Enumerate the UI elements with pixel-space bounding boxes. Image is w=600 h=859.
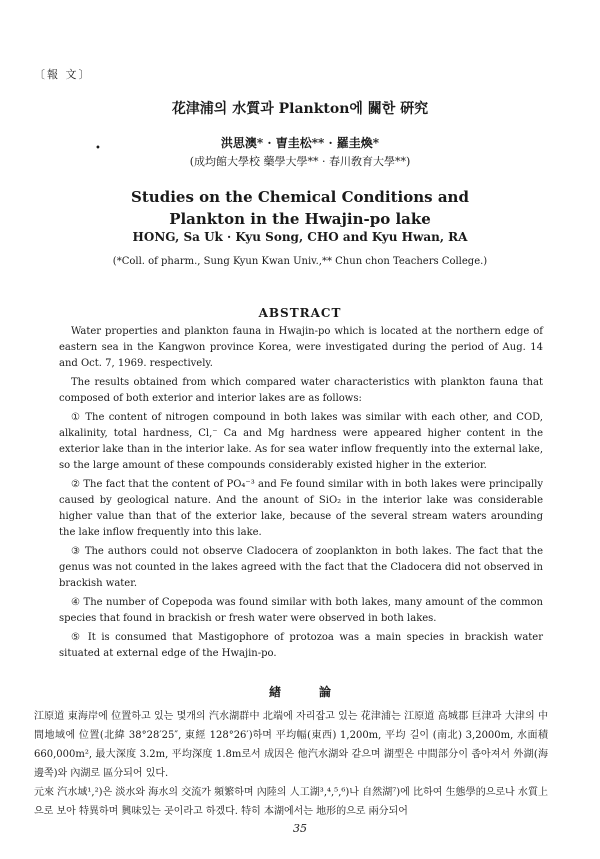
english-authors: HONG, Sa Uk · Kyu Song, CHO and Kyu Hwan, RA xyxy=(132,230,468,244)
abstract-paragraph: The results obtained from which compared water characteristics with plankton fauna that composed of both exterior and interior lakes are as follows: xyxy=(59,377,543,404)
abstract-heading: ABSTRACT xyxy=(258,306,342,320)
abstract-body xyxy=(59,324,543,665)
english-affiliations: (*Coll. of pharm., Sung Kyun Kwan Univ.,** Chun chon Teachers College.) xyxy=(112,256,488,267)
section-tag: 〔報 文〕 xyxy=(34,68,92,81)
abstract-paragraph: ④ The number of Copepoda was found similar with both lakes, many amount of the common species that found in brackish or fresh water were observed in both lakes. xyxy=(59,597,543,624)
introduction-body xyxy=(34,707,548,821)
introduction-paragraph: 元來 汽水域¹,²)은 淡水와 海水의 交流가 頻繁하며 內陸의 人工湖³,⁴,⁵,⁶)나 自然湖⁷)에 比하여 生態學的으로나 水質上으로 보아 特異하며 興味있는 곳이라고 하겠다. 特히 本湖에서는 地形的으로 兩分되어 xyxy=(34,787,548,817)
english-title-line: Studies on the Chemical Conditions and xyxy=(131,188,469,206)
abstract-paragraph: ③ The authors could not observe Cladocera of zooplankton in both lakes. The fact that the genus was not counted in the lakes agreed with the fact that the Cladocera did not observed in brackish water. xyxy=(59,546,543,589)
page-number: 35 xyxy=(293,822,307,835)
korean-affiliations: (成均館大學校 藥學大學** · 春川敎育大學**) xyxy=(189,155,411,168)
introduction-paragraph: 江原道 東海岸에 位置하고 있는 몇개의 汽水湖群中 北端에 자리잡고 있는 花津浦는 江原道 高城郡 巨津과 大津의 中間地域에 位置(北緯 38°28′25″, 東經 128°26′)하며 平均幅(東西) 1,200m, 平均 길이 (南北) 3,2000m, 水面積 660,000m², 最大深度 3.2m, 平均深度 1.8m로서 成因은 他汽水湖와 같으며 湖型은 中間部分이 좁아져서 外湖(海邊쪽)와 內湖로 區分되어 있다. xyxy=(34,711,548,779)
english-title xyxy=(0,186,600,230)
korean-authors: 洪思澳* · 曺圭松** · 羅圭煥* xyxy=(220,136,380,150)
bullet-mark: • xyxy=(95,143,101,154)
korean-title: 花津浦의 水質과 Plankton에 關한 硏究 xyxy=(171,101,429,117)
abstract-paragraph: Water properties and plankton fauna in Hwajin-po which is located at the northern edge of eastern sea in the Kangwon province Korea, were investigated during the period of Aug. 14 and Oct. 7, 1969. respectively. xyxy=(59,326,543,369)
abstract-paragraph: ② The fact that the content of PO₄⁻³ and Fe found similar with in both lakes were principally caused by geological nature. And the anount of SiO₂ in the interior lake was considerable higher value than that of the exterior lake, because of the several stream waters arounding the lake inflow frequently into this lake. xyxy=(59,479,543,538)
english-title-line: Plankton in the Hwajin-po lake xyxy=(169,210,431,228)
abstract-paragraph: ① The content of nitrogen compound in both lakes was similar with each other, and COD, alkalinity, total hardness, Cl,⁻ Ca and Mg hardness were appeared higher content in the exterior lake than in the interior lake. As for sea water inflow frequently into the external lake, so the large amount of these compounds considerably existed higher in the exterior. xyxy=(59,412,543,471)
introduction-heading: 緖論 xyxy=(268,685,369,699)
abstract-paragraph: ⑤ It is consumed that Mastigophore of protozoa was a main species in brackish water situated at external edge of the Hwajin-po. xyxy=(59,632,543,659)
